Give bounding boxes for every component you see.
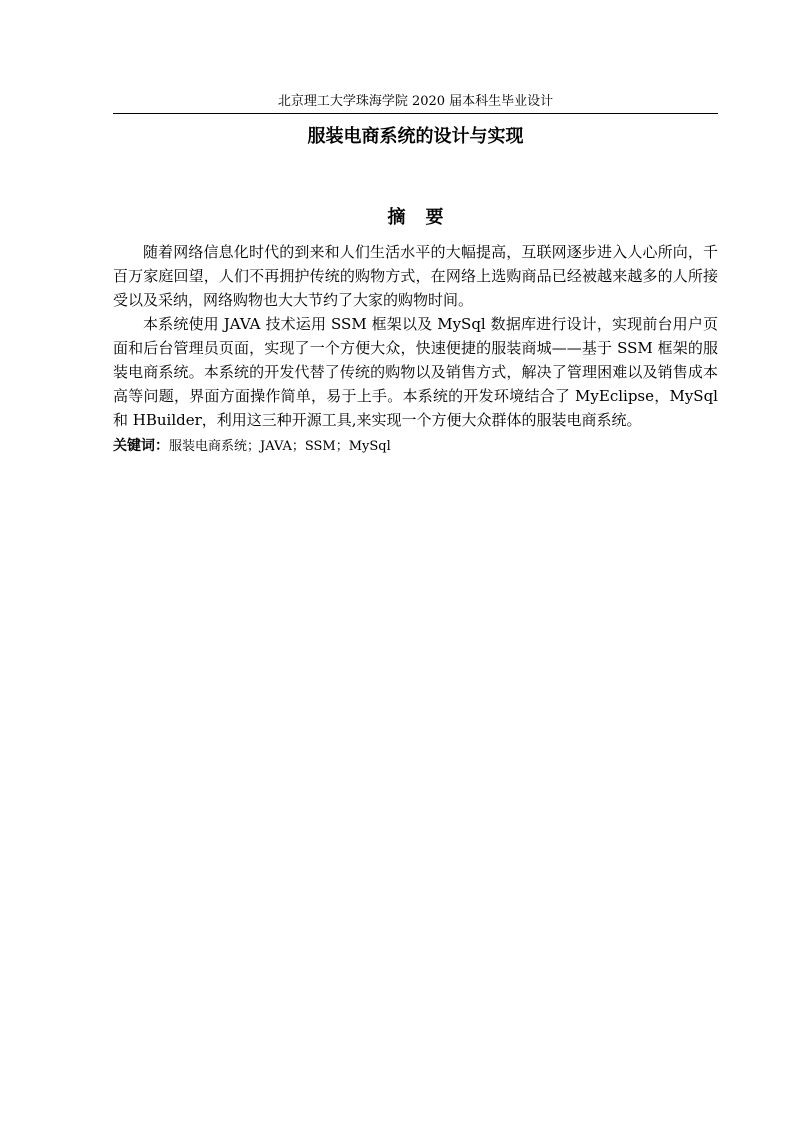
abstract-paragraph-1: 随着网络信息化时代的到来和人们生活水平的大幅提高，互联网逐步进入人心所向，千百万家庭回望，人们不再拥护传统的购物方式，在网络上选购商品已经被越来越多的人所接受以及采纳，网络购物也大大节约了大家的购物时间。 (113, 243, 718, 309)
abstract-body (113, 240, 718, 459)
keywords-value: 服装电商系统；JAVA；SSM；MySql (169, 439, 391, 454)
abstract-paragraph-2: 本系统使用 JAVA 技术运用 SSM 框架以及 MySql 数据库进行设计，实现前台用户页面和后台管理员页面，实现了一个方便大众，快速便捷的服装商城——基于 SSM 框架的服装电商系统。本系统的开发代替了传统的购物以及销售方式，解决了管理困难以及销售成本高等问题，界面方面操作简单，易于上手。本系统的开发环境结合了 MyEclipse，MySql 和 HBuilder，利用这三种开源工具,来实现一个方便大众群体的服装电商系统。 (113, 315, 718, 429)
document-title: 服装电商系统的设计与实现 (307, 126, 524, 147)
keywords-line (113, 434, 718, 459)
abstract-heading: 摘要 (387, 207, 464, 228)
header-rule (113, 113, 718, 114)
keywords-label: 关键词： (113, 438, 169, 454)
running-header: 北京理工大学珠海学院 2020 届本科生毕业设计 (277, 94, 554, 109)
